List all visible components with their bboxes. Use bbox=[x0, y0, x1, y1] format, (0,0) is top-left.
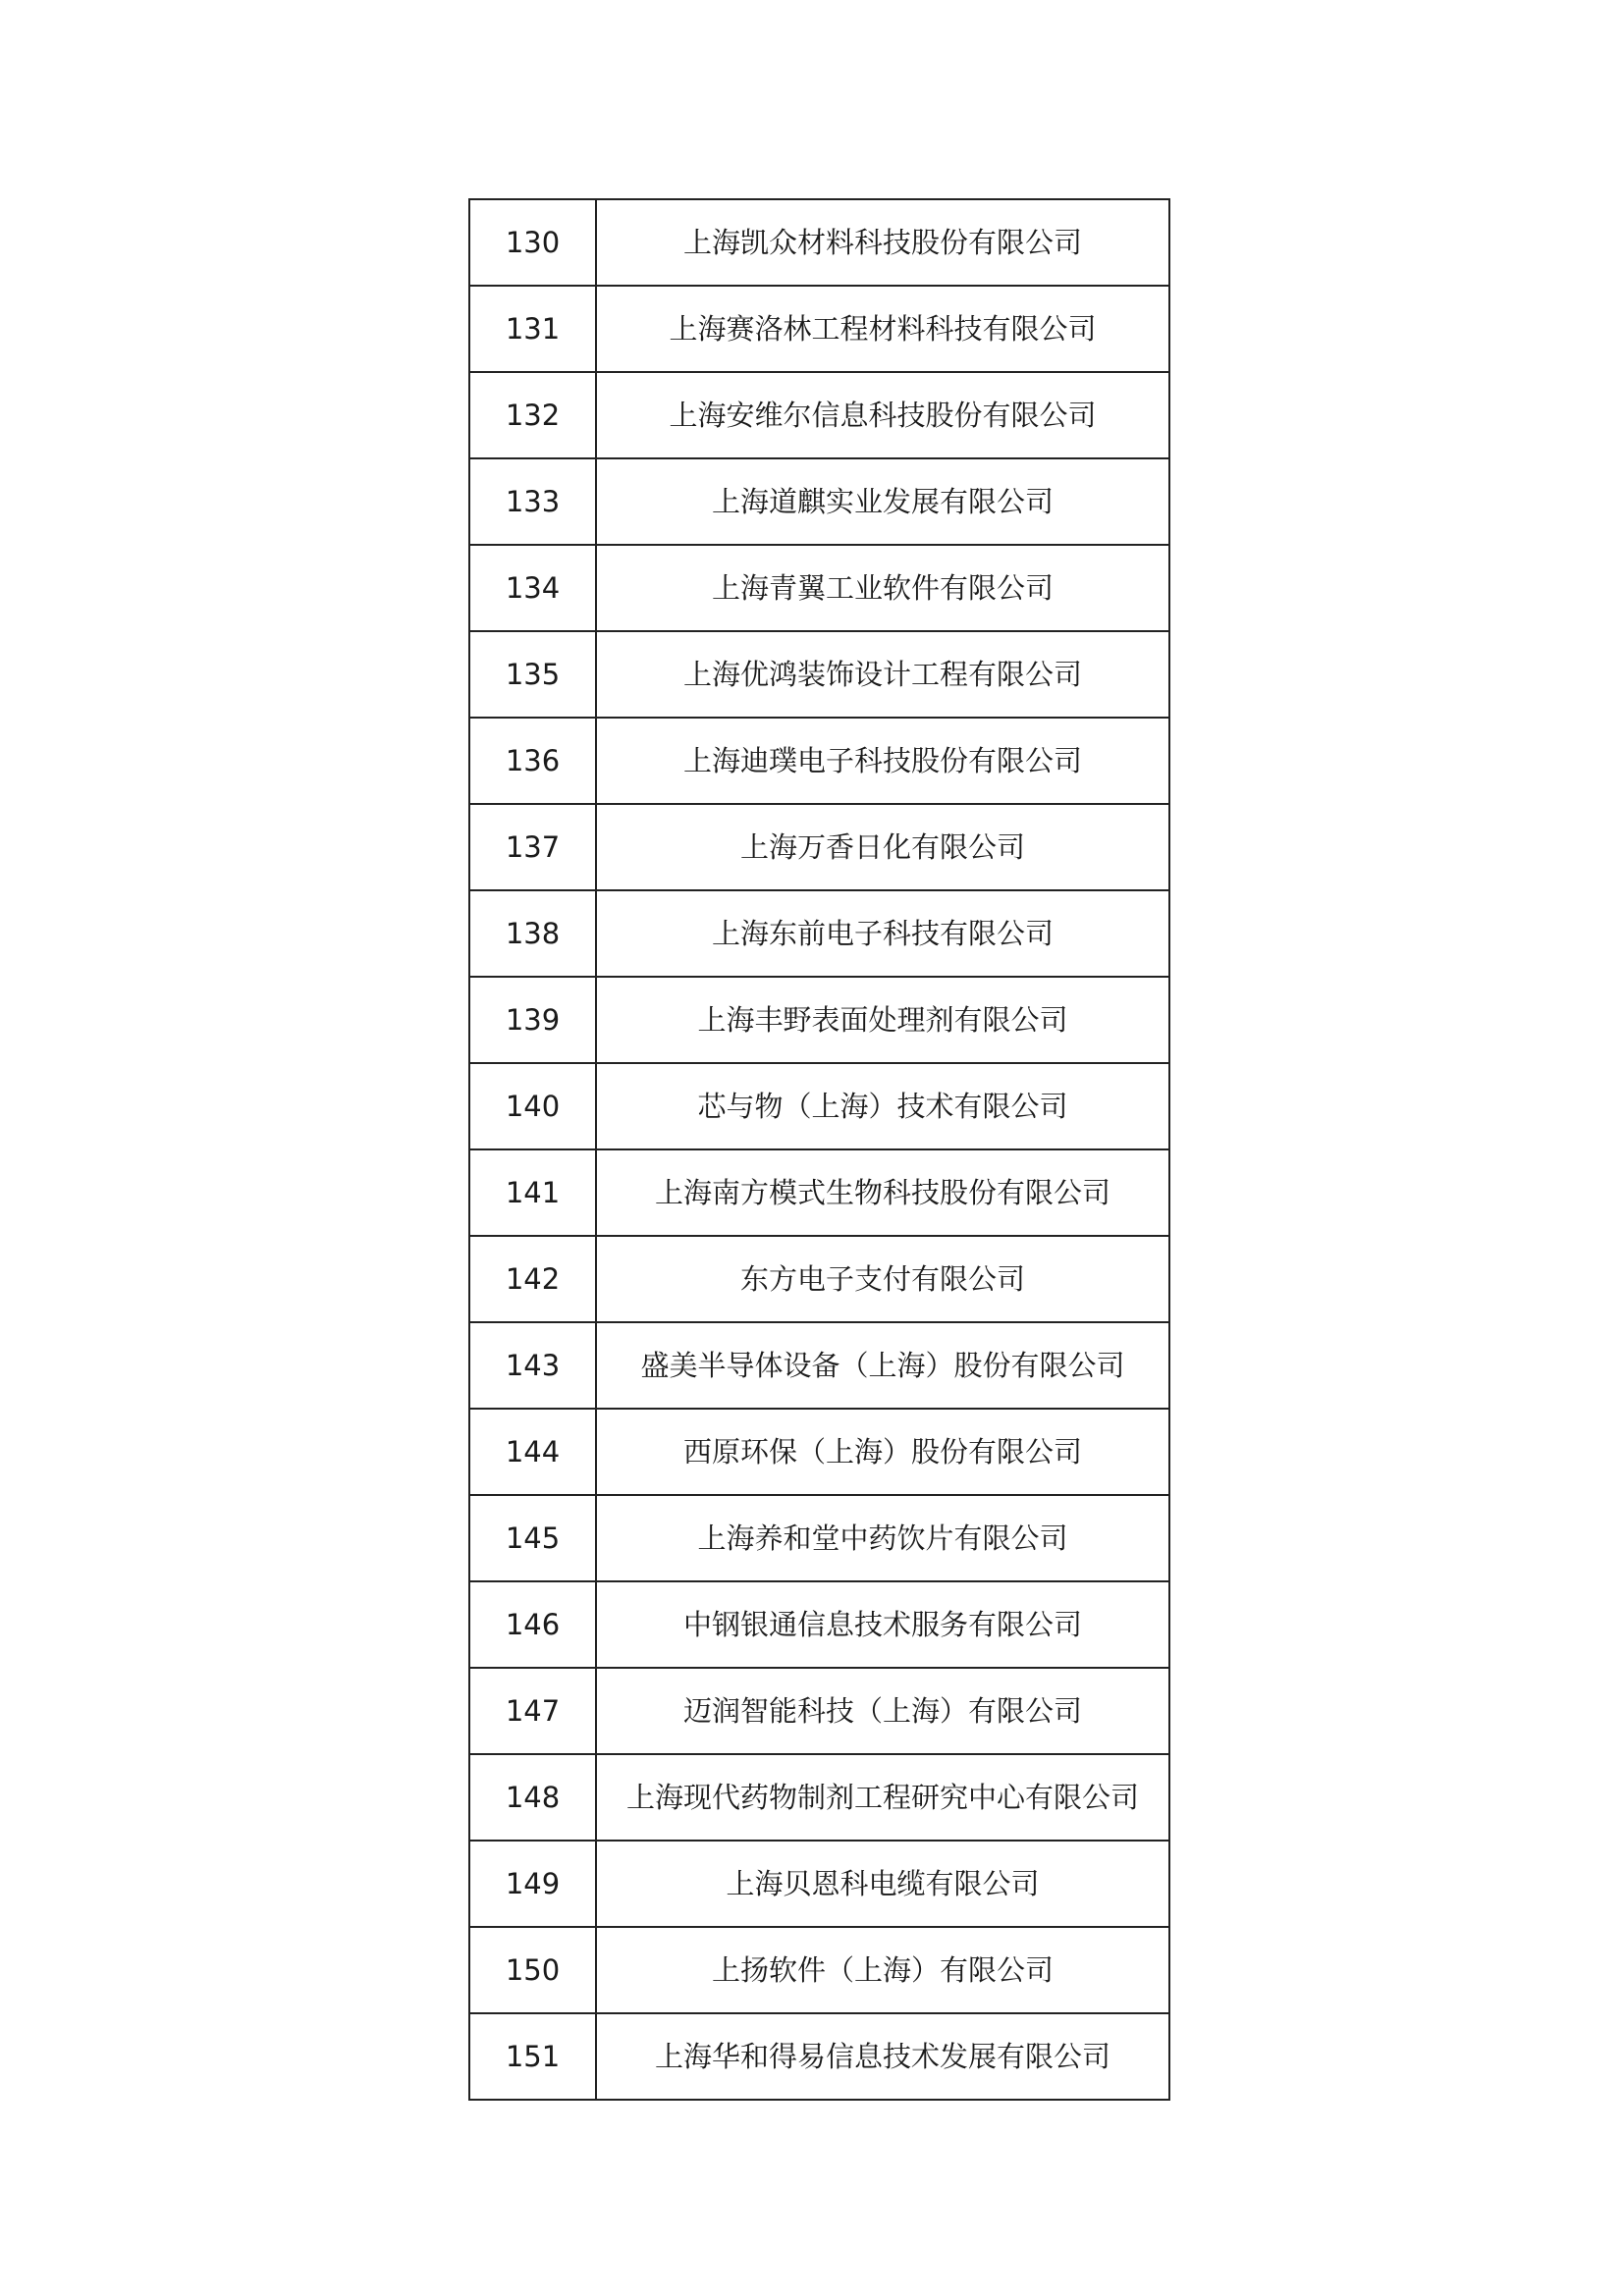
table-row bbox=[469, 545, 1169, 631]
company-name-cell: 上海青翼工业软件有限公司 bbox=[596, 545, 1169, 631]
table-row bbox=[469, 286, 1169, 372]
row-number-cell: 130 bbox=[469, 199, 596, 286]
table-row bbox=[469, 1581, 1169, 1668]
row-number-cell: 143 bbox=[469, 1322, 596, 1409]
table-row bbox=[469, 804, 1169, 890]
table-row bbox=[469, 199, 1169, 286]
table-row bbox=[469, 1322, 1169, 1409]
company-name-cell: 上海丰野表面处理剂有限公司 bbox=[596, 977, 1169, 1063]
row-number-cell: 141 bbox=[469, 1149, 596, 1236]
table-row bbox=[469, 1927, 1169, 2013]
company-name-cell: 盛美半导体设备（上海）股份有限公司 bbox=[596, 1322, 1169, 1409]
table-row bbox=[469, 718, 1169, 804]
row-number-cell: 136 bbox=[469, 718, 596, 804]
row-number-cell: 151 bbox=[469, 2013, 596, 2100]
table-row bbox=[469, 890, 1169, 977]
company-list-table bbox=[468, 198, 1170, 2101]
table-row bbox=[469, 1495, 1169, 1581]
row-number-cell: 135 bbox=[469, 631, 596, 718]
company-name-cell: 上海南方模式生物科技股份有限公司 bbox=[596, 1149, 1169, 1236]
row-number-cell: 146 bbox=[469, 1581, 596, 1668]
row-number-cell: 145 bbox=[469, 1495, 596, 1581]
table-row bbox=[469, 1236, 1169, 1322]
company-name-cell: 上海优鸿装饰设计工程有限公司 bbox=[596, 631, 1169, 718]
table-row bbox=[469, 1409, 1169, 1495]
company-name-cell: 上海赛洛林工程材料科技有限公司 bbox=[596, 286, 1169, 372]
row-number-cell: 147 bbox=[469, 1668, 596, 1754]
row-number-cell: 138 bbox=[469, 890, 596, 977]
table-row bbox=[469, 1841, 1169, 1927]
row-number-cell: 142 bbox=[469, 1236, 596, 1322]
row-number-cell: 148 bbox=[469, 1754, 596, 1841]
row-number-cell: 137 bbox=[469, 804, 596, 890]
table-row bbox=[469, 631, 1169, 718]
company-name-cell: 上海养和堂中药饮片有限公司 bbox=[596, 1495, 1169, 1581]
table-row bbox=[469, 2013, 1169, 2100]
row-number-cell: 133 bbox=[469, 458, 596, 545]
table-body bbox=[469, 199, 1169, 2100]
row-number-cell: 149 bbox=[469, 1841, 596, 1927]
table-row bbox=[469, 1149, 1169, 1236]
table-row bbox=[469, 372, 1169, 458]
company-name-cell: 上海现代药物制剂工程研究中心有限公司 bbox=[596, 1754, 1169, 1841]
company-name-cell: 上扬软件（上海）有限公司 bbox=[596, 1927, 1169, 2013]
company-name-cell: 东方电子支付有限公司 bbox=[596, 1236, 1169, 1322]
table-row bbox=[469, 1063, 1169, 1149]
company-name-cell: 芯与物（上海）技术有限公司 bbox=[596, 1063, 1169, 1149]
table-row bbox=[469, 977, 1169, 1063]
company-name-cell: 上海迪璞电子科技股份有限公司 bbox=[596, 718, 1169, 804]
row-number-cell: 131 bbox=[469, 286, 596, 372]
company-name-cell: 迈润智能科技（上海）有限公司 bbox=[596, 1668, 1169, 1754]
company-name-cell: 西原环保（上海）股份有限公司 bbox=[596, 1409, 1169, 1495]
row-number-cell: 140 bbox=[469, 1063, 596, 1149]
company-name-cell: 上海万香日化有限公司 bbox=[596, 804, 1169, 890]
table-row bbox=[469, 458, 1169, 545]
row-number-cell: 139 bbox=[469, 977, 596, 1063]
company-name-cell: 中钢银通信息技术服务有限公司 bbox=[596, 1581, 1169, 1668]
table-row bbox=[469, 1668, 1169, 1754]
row-number-cell: 150 bbox=[469, 1927, 596, 2013]
company-name-cell: 上海东前电子科技有限公司 bbox=[596, 890, 1169, 977]
table-row bbox=[469, 1754, 1169, 1841]
company-name-cell: 上海道麒实业发展有限公司 bbox=[596, 458, 1169, 545]
company-name-cell: 上海贝恩科电缆有限公司 bbox=[596, 1841, 1169, 1927]
company-name-cell: 上海凯众材料科技股份有限公司 bbox=[596, 199, 1169, 286]
row-number-cell: 132 bbox=[469, 372, 596, 458]
row-number-cell: 134 bbox=[469, 545, 596, 631]
company-name-cell: 上海华和得易信息技术发展有限公司 bbox=[596, 2013, 1169, 2100]
company-name-cell: 上海安维尔信息科技股份有限公司 bbox=[596, 372, 1169, 458]
row-number-cell: 144 bbox=[469, 1409, 596, 1495]
